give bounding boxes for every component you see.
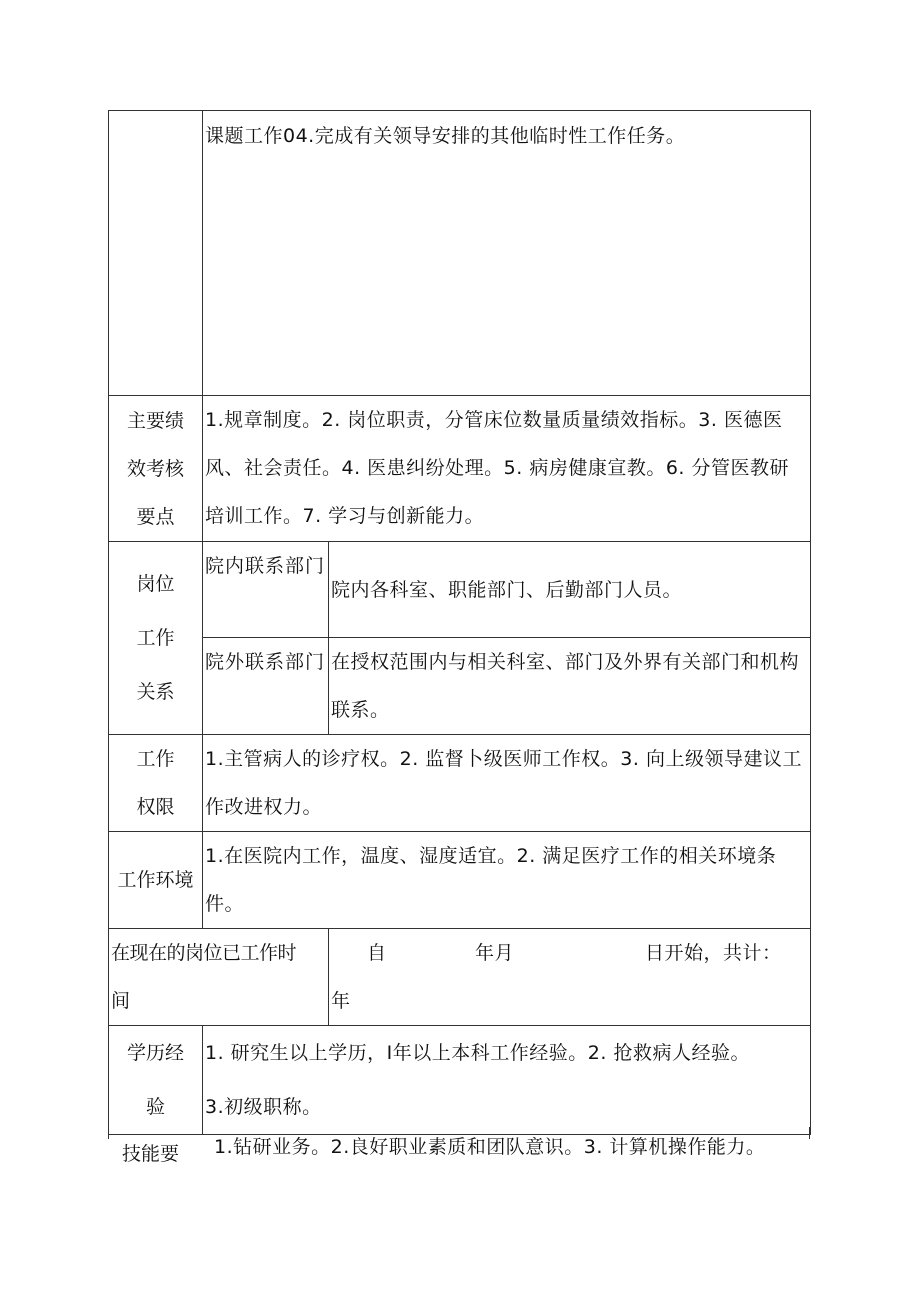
- row-performance: [109, 396, 811, 542]
- performance-label: [109, 396, 203, 542]
- skills-content: 1.钻研业务。2.良好职业素质和团队意识。3. 计算机操作能力。: [214, 1136, 766, 1158]
- row-internal-relations: [109, 542, 811, 638]
- tenure-from: 自: [367, 942, 387, 964]
- tenure-line1: [331, 929, 808, 977]
- performance-label-text: 主要绩效考核要点: [126, 409, 184, 528]
- education-line1: 1. 研究生以上学历，I年以上本科工作经验。2. 抢救病人经验。: [205, 1042, 750, 1064]
- tenure-content: [329, 929, 811, 1026]
- education-label-text: 学历经验: [126, 1042, 184, 1118]
- external-relations-content: 在授权范围内与相关科室、部门及外界有关部门和机构联系。: [329, 638, 811, 735]
- tenure-label-text: 在现在的岗位已工作时间: [111, 942, 297, 1012]
- row-tenure: [109, 929, 811, 1026]
- internal-relations-label: 院内联系部门: [203, 542, 329, 638]
- tasks-label-cell: [109, 111, 203, 396]
- environment-label: [109, 832, 203, 929]
- external-relations-label: 院外联系部门: [203, 638, 329, 735]
- tasks-content: 课题工作04.完成有关领导安排的其他临时性工作任务。: [203, 111, 811, 396]
- education-line2: 3.初级职称。: [205, 1096, 322, 1118]
- row-external-relations: [109, 638, 811, 735]
- table-border-left: [108, 1127, 109, 1139]
- environment-label-text: 工作环境: [117, 869, 194, 891]
- tenure-label: [109, 929, 329, 1026]
- internal-relations-content: 院内各科室、职能部门、后勤部门人员。: [329, 542, 811, 638]
- authority-content: 1.主管病人的诊疗权。2. 监督卜级医师工作权。3. 向上级领导建议工作改进权力。: [203, 735, 811, 832]
- tenure-year: 年: [331, 990, 351, 1012]
- row-tasks-continued: [109, 111, 811, 396]
- skills-label: 技能要: [122, 1143, 180, 1165]
- relations-label: [109, 542, 203, 735]
- education-content: [203, 1026, 811, 1135]
- job-description-document: [108, 110, 810, 1135]
- education-label: [109, 1026, 203, 1135]
- tenure-start-total: 日开始，共计：: [645, 942, 782, 964]
- skills-row-partial: [108, 1135, 810, 1195]
- environment-content: 1.在医院内工作，温度、湿度适宜。2. 满足医疗工作的相关环境条件。: [203, 832, 811, 929]
- performance-content: 1.规章制度。2. 岗位职责，分管床位数量质量绩效指标。3. 医德医风、社会责任。4. 医患纠纷处理。5. 病房健康宣教。6. 分管医教研培训工作。7. 学习与创新能力。: [203, 396, 811, 542]
- tenure-year-month: 年月: [475, 942, 515, 964]
- relations-label-text: 岗位工作关系: [136, 573, 175, 703]
- row-education: [109, 1026, 811, 1135]
- authority-label-text: 工作权限: [136, 748, 175, 818]
- authority-label: [109, 735, 203, 832]
- job-form-table: [108, 110, 811, 1135]
- row-authority: [109, 735, 811, 832]
- row-environment: [109, 832, 811, 929]
- table-border-right: [809, 1127, 810, 1139]
